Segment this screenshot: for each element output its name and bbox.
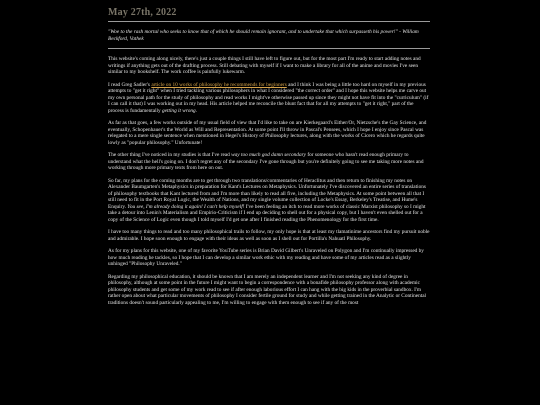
- paragraph: As for my plans for this website, one of my favorite YouTube series is Brian David Gilbert's Unraveled on Polygon and I'm continually impressed by how much reading he tackles, so I hope that I can develop a similar work ethic with my reading and have some of my articles read as a slightly unhinged "Philosophy Unraveled.": [108, 248, 424, 268]
- paragraph-text: I read Greg Sadler's: [108, 81, 152, 88]
- epigraph-attribution: - William Beckford, Vathek: [108, 29, 419, 42]
- blog-post: [108, 0, 540, 306]
- paragraph: [108, 178, 430, 224]
- paragraph: As far as that goes, a few works outside of my usual field of view that I'd like to take on are Kierkegaard's Either/Or, Nietzsche's the Gay Science, and eventually, Schopenhauer's the World as Will and Representation. At some point I'll throw in Pascal's Pensees, which I hope I enjoy since Pascal was relegated to a mere single sentence when mentioned in Hegel's History of Philosophy lectures, along with the works of Cicero which he regards quite lowly as "popular philosophy." Unfortunate!: [108, 120, 427, 146]
- paragraph: [108, 82, 430, 115]
- divider: [108, 48, 430, 49]
- paragraph-text: and I think I was being a little too hard on myself in my previous attempts to "get it right" when I tried tackling various philosophers in what I considered "the correct order" and I hope this website helps me carve out my own personal path for the study of philosophy and read works I might've otherwise passed up since they might not have fit into the "curriculum" (if I can call it that) I was working out in my head. His article helped me reconcile the blunt fact that for all my attempts to "get it right," part of the process is fundamentally: [108, 81, 429, 114]
- post-body: [108, 56, 540, 306]
- paragraph: Regarding my philosophical education, it should be known that I am merely an independent learner and I'm not seeking any kind of degree in philosophy, although at some point in the future I might want to begin a correspondence with a bonafide philosophy professor along with academic philosophy students and get some of my work read to see if after enough laborious effort I can hang with the big kids in the proverbial sandbox. I'm rather open about what particular movements of philosophy I consider fertile ground for study and while getting trained in the Analytic or Continental traditions doesn't sound particularly appealing to me, I'm willing to engage with them enough to see if any of the most: [108, 273, 427, 306]
- paragraph: I have too many things to read and too many philosophical trails to follow, my only hope is that at least my tlamatinime ancestors find my pursuit noble and admirable. I hope soon enough to engage with their ideas as well as soon as I shell out for Portilla's Nahuatl Philosophy.: [108, 229, 430, 242]
- paragraph: This website's coming along nicely, there's just a couple things I still have left to figure out, but for the most part I'm ready to start adding notes and writings if anything gets out of the drafting process. Still debating with myself if I want to make a library for all of the anime and movies I've seen similar to my bookshelf. The work coffee is painfully lukewarm.: [108, 56, 421, 76]
- sadler-article-link[interactable]: article on 10 works of philosophy he recommends for beginners: [151, 81, 287, 88]
- emphasis-text: getting it wrong: [162, 107, 196, 114]
- emphasis-text: way too much god damn secondary: [231, 152, 307, 159]
- divider: [108, 21, 430, 22]
- paragraph-text: .: [195, 107, 197, 114]
- epigraph: [108, 29, 426, 42]
- emphasis-text: You see, I'm already doing it again! I can't help myself!: [127, 203, 245, 210]
- epigraph-quote: "Woe to the rash mortal who seeks to know that of which he should remain ignorant, and to undertake that which surpasseth his power!": [108, 29, 398, 35]
- paragraph-text: The other thing I've noticed in my studies is that I've read: [108, 152, 232, 159]
- paragraph: [108, 152, 430, 172]
- paragraph-text: So far, my plans for the coming months are to get through two translations/commentaries of Heraclitus and then return to finishing my notes on Alexander Baumgarten's Metaphysics in preparation for Kant's Lectures on Metaphysics. Unfortunately I've discovered an entire series of translations of philosophy textbooks that Kant lectured from and I'm more than likely to read all five, including the Metaphysics. At some point between all that I still need to fit in the Port Royal Logic, the Wealth of Nations, and my single volume collection of Locke's Essay, Berkeley's Treatise, and Hume's Enquiry.: [108, 177, 426, 210]
- paragraph-text: I've been feeling an itch to read more works of classic Marxist philosophy so I might take a detour into Lenin's Materialism and Empirio-Criticism if I end up deciding to shell out for a physical copy, but I haven't even shelled out for a copy of the Science of Logic even though I told myself I'd get one after I finished reading the Phenomenology for the first time.: [108, 203, 426, 223]
- post-date: May 27th, 2022: [108, 7, 177, 18]
- paragraph-text: for someone who hasn't read enough primary to understand what the hell's going on. I don't regret any of the secondary I've gone through but you're definitely going to see me taking more notes and working through more primary texts from here on out.: [108, 152, 424, 172]
